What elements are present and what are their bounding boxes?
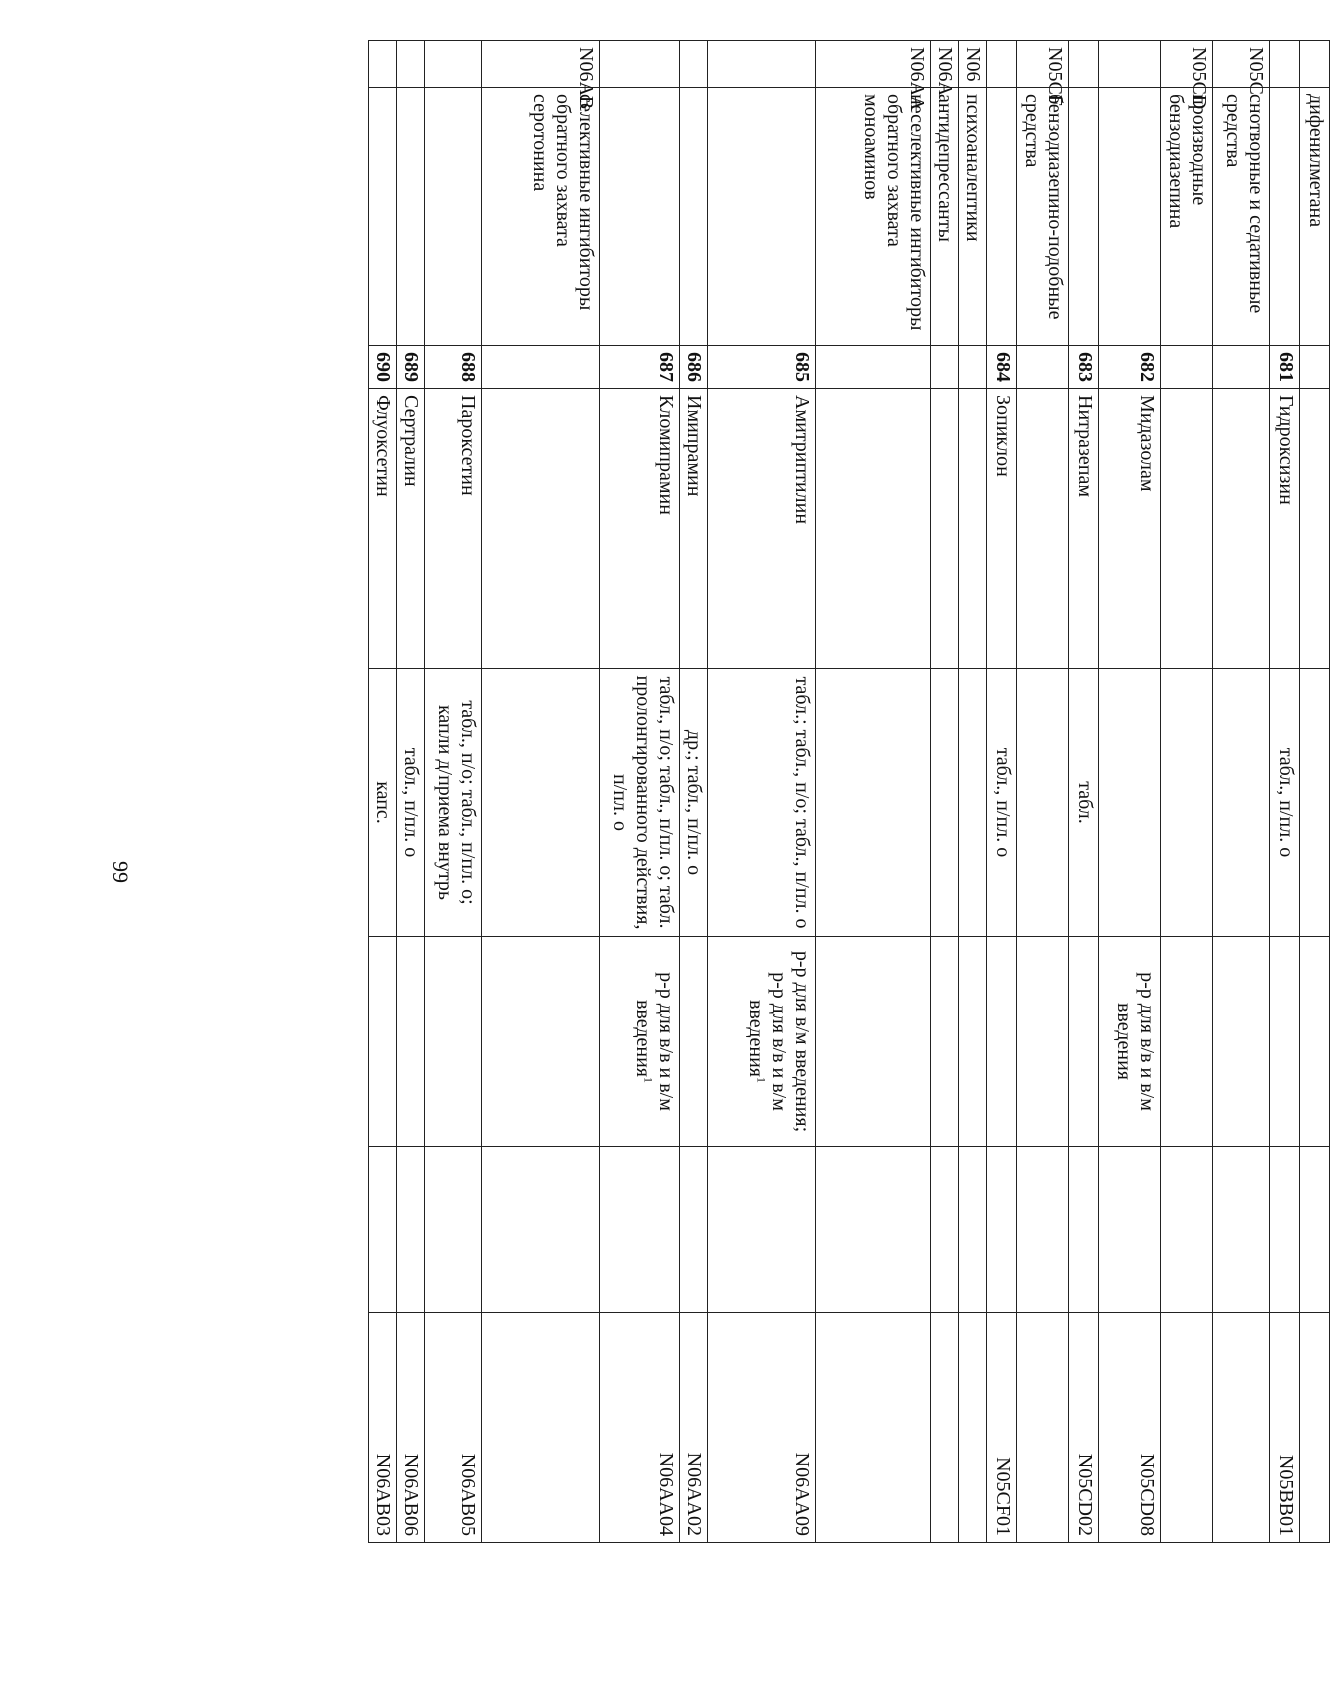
drug-table — [368, 40, 1330, 1543]
atc-cell: N06 — [959, 41, 987, 88]
extra-cell — [1270, 1147, 1300, 1313]
code-cell: N05CD08 — [1099, 1313, 1161, 1543]
name-cell: Имипрамин — [680, 389, 708, 669]
extra-cell — [680, 1147, 708, 1313]
atc-cell — [1270, 41, 1300, 88]
code-cell: N06AA04 — [600, 1313, 680, 1543]
form1-cell — [1161, 669, 1213, 937]
form1-cell — [482, 669, 600, 937]
num-cell: 681 — [1270, 346, 1300, 389]
name-cell — [931, 389, 959, 669]
extra-cell — [1099, 1147, 1161, 1313]
extra-cell — [708, 1147, 816, 1313]
table-row — [397, 41, 425, 1543]
atc-cell: N05CF — [1017, 41, 1069, 88]
atc-cell — [1099, 41, 1161, 88]
extra-cell — [425, 1147, 482, 1313]
form2-cell — [1017, 937, 1069, 1147]
num-cell: 685 — [708, 346, 816, 389]
group-cell — [987, 88, 1017, 346]
extra-cell — [1161, 1147, 1213, 1313]
form2-cell — [1213, 937, 1270, 1147]
extra-cell — [1069, 1147, 1099, 1313]
form2-cell — [397, 937, 425, 1147]
table-row — [931, 41, 959, 1543]
num-cell: 687 — [600, 346, 680, 389]
group-cell: психоаналептики — [959, 88, 987, 346]
form1-cell — [816, 669, 931, 937]
name-cell: Нитразепам — [1069, 389, 1099, 669]
footnote-mark: 1 — [754, 1077, 769, 1084]
num-cell — [816, 346, 931, 389]
code-cell — [1161, 1313, 1213, 1543]
form2-cell — [816, 937, 931, 1147]
group-cell: неселективные ингибиторы обратного захвата моноаминов — [816, 88, 931, 346]
table-row — [680, 41, 708, 1543]
form1-cell: табл.; табл., п/о; табл., п/пл. о — [708, 669, 816, 937]
code-cell: N06AB05 — [425, 1313, 482, 1543]
table-row — [816, 41, 931, 1543]
atc-cell: N06A — [931, 41, 959, 88]
num-cell: 684 — [987, 346, 1017, 389]
form2-text: р-р для в/в и в/м введения — [632, 972, 677, 1111]
name-cell — [959, 389, 987, 669]
form1-cell — [959, 669, 987, 937]
name-cell — [1017, 389, 1069, 669]
code-cell — [931, 1313, 959, 1543]
form2-cell — [1300, 937, 1330, 1147]
form1-cell: капс. — [369, 669, 397, 937]
form2-cell — [425, 937, 482, 1147]
name-cell — [1213, 389, 1270, 669]
name-cell: Флуоксетин — [369, 389, 397, 669]
form2-cell — [959, 937, 987, 1147]
extra-cell — [1300, 1147, 1330, 1313]
form2-cell — [1069, 937, 1099, 1147]
atc-cell: N05C — [1213, 41, 1270, 88]
name-cell: Гидроксизин — [1270, 389, 1300, 669]
name-cell — [482, 389, 600, 669]
table-row — [482, 41, 600, 1543]
group-cell: бензодиазепино-подобные средства — [1017, 88, 1069, 346]
code-cell: N06AB03 — [369, 1313, 397, 1543]
group-cell: снотворные и седативные средства — [1213, 88, 1270, 346]
form2-cell — [708, 937, 816, 1147]
form1-cell — [931, 669, 959, 937]
table-row — [1099, 41, 1161, 1543]
name-cell: Амитриптилин — [708, 389, 816, 669]
atc-cell — [600, 41, 680, 88]
atc-cell — [987, 41, 1017, 88]
form2-cell — [1270, 937, 1300, 1147]
name-cell: Зопиклон — [987, 389, 1017, 669]
form1-cell — [1099, 669, 1161, 937]
atc-cell — [1069, 41, 1099, 88]
extra-cell — [1213, 1147, 1270, 1313]
code-cell: N05CD02 — [1069, 1313, 1099, 1543]
code-cell: N05CF01 — [987, 1313, 1017, 1543]
atc-cell: N05CD — [1161, 41, 1213, 88]
form2-cell — [600, 937, 680, 1147]
form2-cell: р-р для в/в и в/м введения — [1099, 937, 1161, 1147]
table-row — [708, 41, 816, 1543]
page-number: 99 — [108, 861, 133, 883]
atc-cell: N06AB — [482, 41, 600, 88]
num-cell — [1017, 346, 1069, 389]
group-cell — [1069, 88, 1099, 346]
rotated-table-container — [170, 40, 1330, 1542]
num-cell: 686 — [680, 346, 708, 389]
table-row — [987, 41, 1017, 1543]
form1-cell: табл., п/пл. о — [987, 669, 1017, 937]
code-cell — [959, 1313, 987, 1543]
num-cell: 682 — [1099, 346, 1161, 389]
name-cell — [1300, 389, 1330, 669]
extra-cell — [816, 1147, 931, 1313]
code-cell: N06AA09 — [708, 1313, 816, 1543]
footnote-mark: 1 — [641, 1077, 656, 1084]
extra-cell — [987, 1147, 1017, 1313]
group-cell: антидепрессанты — [931, 88, 959, 346]
atc-cell — [369, 41, 397, 88]
table-row — [1069, 41, 1099, 1543]
group-cell: дифенилметана — [1300, 88, 1330, 346]
table-row — [1300, 41, 1330, 1543]
table-row — [600, 41, 680, 1543]
name-cell: Сертралин — [397, 389, 425, 669]
form2-cell — [482, 937, 600, 1147]
form2-text: р-р для в/м введения; р-р для в/в и в/м введения — [745, 950, 813, 1133]
name-cell — [816, 389, 931, 669]
code-cell — [1017, 1313, 1069, 1543]
table-row — [959, 41, 987, 1543]
atc-cell — [397, 41, 425, 88]
form2-cell — [1161, 937, 1213, 1147]
atc-cell — [680, 41, 708, 88]
atc-cell: N06AA — [816, 41, 931, 88]
num-cell — [1300, 346, 1330, 389]
atc-cell — [708, 41, 816, 88]
table-row — [1213, 41, 1270, 1543]
group-cell — [708, 88, 816, 346]
extra-cell — [931, 1147, 959, 1313]
table-row — [1017, 41, 1069, 1543]
form1-cell: табл., п/пл. о — [1270, 669, 1300, 937]
num-cell: 690 — [369, 346, 397, 389]
num-cell — [1161, 346, 1213, 389]
form2-cell — [369, 937, 397, 1147]
form1-cell — [1300, 669, 1330, 937]
form1-cell — [1213, 669, 1270, 937]
form1-cell: табл., п/пл. о — [397, 669, 425, 937]
table-row — [369, 41, 397, 1543]
name-cell: Мидазолам — [1099, 389, 1161, 669]
extra-cell — [600, 1147, 680, 1313]
name-cell — [1161, 389, 1213, 669]
code-cell — [482, 1313, 600, 1543]
code-cell — [1213, 1313, 1270, 1543]
table-row — [425, 41, 482, 1543]
name-cell: Кломипрамин — [600, 389, 680, 669]
form1-cell: др.; табл., п/пл. о — [680, 669, 708, 937]
code-cell: N05BB01 — [1270, 1313, 1300, 1543]
table-row — [1161, 41, 1213, 1543]
group-cell — [397, 88, 425, 346]
extra-cell — [482, 1147, 600, 1313]
code-cell: N06AB06 — [397, 1313, 425, 1543]
num-cell — [1213, 346, 1270, 389]
group-cell — [680, 88, 708, 346]
form1-cell — [1017, 669, 1069, 937]
code-cell — [816, 1313, 931, 1543]
group-cell: производные бензодиазепина — [1161, 88, 1213, 346]
atc-cell — [1300, 41, 1330, 88]
num-cell — [959, 346, 987, 389]
group-cell — [369, 88, 397, 346]
num-cell — [482, 346, 600, 389]
extra-cell — [1017, 1147, 1069, 1313]
form2-cell — [987, 937, 1017, 1147]
extra-cell — [397, 1147, 425, 1313]
num-cell: 688 — [425, 346, 482, 389]
form1-cell: табл. — [1069, 669, 1099, 937]
form1-cell: табл., п/о; табл., п/пл. о; капли д/приема внутрь — [425, 669, 482, 937]
num-cell — [931, 346, 959, 389]
group-cell — [1099, 88, 1161, 346]
form2-cell — [680, 937, 708, 1147]
atc-cell — [425, 41, 482, 88]
num-cell: 683 — [1069, 346, 1099, 389]
group-cell: селективные ингибиторы обратного захвата серотонина — [482, 88, 600, 346]
code-cell — [1300, 1313, 1330, 1543]
form2-cell — [931, 937, 959, 1147]
code-cell: N06AA02 — [680, 1313, 708, 1543]
group-cell — [1270, 88, 1300, 346]
extra-cell — [369, 1147, 397, 1313]
form1-cell: табл., п/о; табл., п/пл. о; табл. пролонгированного действия, п/пл. о — [600, 669, 680, 937]
group-cell — [425, 88, 482, 346]
table-row — [1270, 41, 1300, 1543]
name-cell: Пароксетин — [425, 389, 482, 669]
num-cell: 689 — [397, 346, 425, 389]
group-cell — [600, 88, 680, 346]
extra-cell — [959, 1147, 987, 1313]
